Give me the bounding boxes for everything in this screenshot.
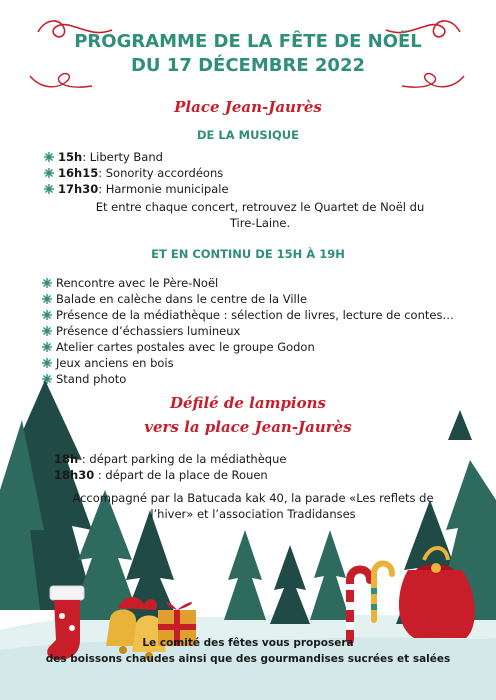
section-music-heading: DE LA MUSIQUE	[197, 128, 299, 142]
snowflake-bullet-icon	[44, 184, 54, 194]
page-title-line2: DU 17 DÉCEMBRE 2022	[130, 55, 366, 76]
list-item	[44, 165, 229, 181]
step-label: : départ parking de la médiathèque	[78, 452, 287, 466]
candy-cane	[350, 564, 392, 641]
list-item	[44, 181, 229, 197]
activity-label: Rencontre avec le Père-Noël	[56, 276, 219, 290]
list-item	[42, 355, 454, 371]
list-item	[42, 339, 454, 355]
step-label: : départ de la place de Rouen	[94, 468, 268, 482]
step-time: 18h30	[54, 468, 95, 482]
parade-steps	[54, 451, 286, 483]
footer-line2: des boissons chaudes ainsi que des gourmandises sucrées et salées	[45, 653, 451, 665]
decorations-right	[330, 530, 480, 650]
concert-time: 15h	[58, 150, 83, 164]
snowflake-bullet-icon	[42, 358, 52, 368]
parade-heading-line2: vers la place Jean-Jaurès	[144, 418, 352, 436]
activity-label: Présence d’échassiers lumineux	[56, 324, 241, 338]
christmas-tree	[270, 545, 310, 624]
activity-label: Balade en calèche dans le centre de la Ville	[56, 292, 308, 306]
snowflake-bullet-icon	[42, 326, 52, 336]
parade-note	[48, 490, 458, 522]
activity-label: Atelier cartes postales avec le groupe Godon	[56, 340, 315, 354]
snowflake-bullet-icon	[42, 310, 52, 320]
step-time: 18h	[54, 452, 79, 466]
section-continuous-heading: ET EN CONTINU DE 15H À 19H	[151, 247, 345, 261]
list-item	[42, 291, 454, 307]
quartet-note-line2: Tire-Laine.	[229, 216, 291, 230]
concert-list	[44, 149, 229, 197]
concert-label: : Liberty Band	[82, 150, 163, 164]
activity-label: Stand photo	[56, 372, 127, 386]
quartet-note-line1: Et entre chaque concert, retrouvez le Quartet de Noël du	[95, 200, 425, 214]
list-item	[44, 149, 229, 165]
footer-line1: Le comité des fêtes vous proposera	[142, 637, 354, 649]
parade-heading-line1: Défilé de lampions	[169, 394, 326, 412]
snowflake-bullet-icon	[42, 278, 52, 288]
page-title-line1: PROGRAMME DE LA FÊTE DE NOËL	[74, 31, 422, 52]
list-item	[54, 467, 286, 483]
quartet-note	[60, 199, 460, 231]
santa-sack	[399, 548, 475, 638]
list-item	[42, 307, 454, 323]
concert-time: 16h15	[58, 166, 99, 180]
activity-label: Jeux anciens en bois	[56, 356, 174, 370]
snowflake-bullet-icon	[42, 342, 52, 352]
place-heading: Place Jean-Jaurès	[174, 98, 322, 116]
list-item	[54, 451, 286, 467]
snowflake-bullet-icon	[42, 294, 52, 304]
christmas-tree	[224, 530, 266, 620]
list-item	[42, 323, 454, 339]
activity-label: Présence de la médiathèque : sélection de livres, lecture de contes…	[56, 308, 454, 322]
activity-list	[42, 275, 454, 387]
list-item	[42, 275, 454, 291]
snowflake-bullet-icon	[44, 152, 54, 162]
concert-label: : Harmonie municipale	[98, 182, 229, 196]
concert-time: 17h30	[58, 182, 99, 196]
parade-note-line2: l’hiver» et l’association Tradidanses	[150, 507, 356, 521]
concert-label: : Sonority accordéons	[98, 166, 224, 180]
parade-note-line1: Accompagné par la Batucada kak 40, la parade «Les reflets de	[72, 491, 434, 505]
snowflake-bullet-icon	[44, 168, 54, 178]
